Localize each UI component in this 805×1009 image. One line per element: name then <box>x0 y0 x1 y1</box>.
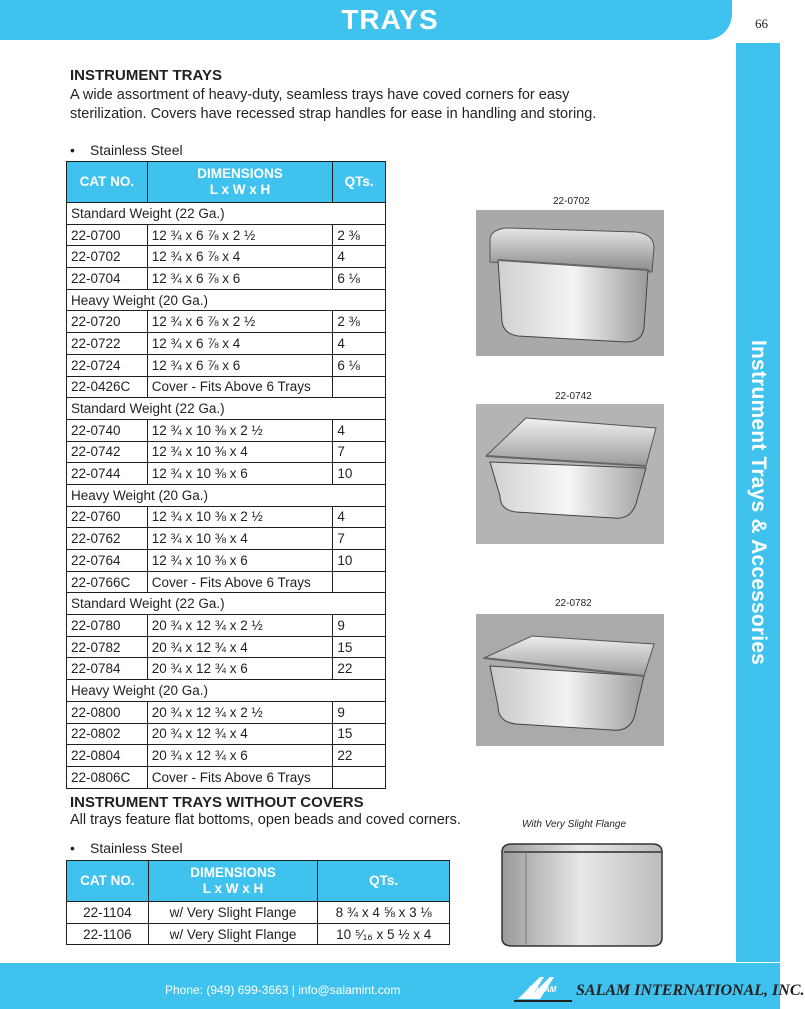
dimensions-cell: 20 ¾ x 12 ¾ x 4 <box>147 636 333 658</box>
header-dimensions <box>148 861 318 902</box>
qts-cell: 10 <box>333 550 386 572</box>
tray-icon <box>486 834 672 952</box>
tray-photo-3 <box>476 614 664 746</box>
qts-cell <box>333 376 386 398</box>
cat-no-cell: 22-0744 <box>67 463 148 485</box>
table-row <box>67 636 386 658</box>
cat-no-cell: 22-0722 <box>67 333 148 355</box>
cat-no-cell: 22-0764 <box>67 550 148 572</box>
side-tab <box>736 43 780 962</box>
cat-no-cell: 22-1106 <box>67 923 149 945</box>
qts-cell <box>333 766 386 788</box>
dimensions-cell: 12 ¾ x 10 ⅜ x 2 ½ <box>147 419 333 441</box>
header-dimensions-line2: L x W x H <box>209 182 271 197</box>
tray-icon <box>476 210 664 356</box>
figure-caption-4: With Very Slight Flange <box>522 819 627 830</box>
dimensions-cell: Cover - Fits Above 6 Trays <box>147 376 333 398</box>
qts-cell: 4 <box>333 419 386 441</box>
group-row <box>67 203 386 225</box>
group-row <box>67 593 386 615</box>
qts-cell <box>333 571 386 593</box>
cat-no-cell: 22-0742 <box>67 441 148 463</box>
table-row <box>67 441 386 463</box>
dimensions-cell: 20 ¾ x 12 ¾ x 2 ½ <box>147 701 333 723</box>
qts-cell: 6 ⅛ <box>333 268 386 290</box>
dimensions-cell: 12 ¾ x 6 ⅞ x 4 <box>147 333 333 355</box>
group-row <box>67 289 386 311</box>
group-label: Heavy Weight (20 Ga.) <box>67 289 386 311</box>
table-row <box>67 902 450 924</box>
description-line-2: sterilization. Covers have recessed strap handles for ease in handling and storing. <box>70 106 597 122</box>
tray-photo-4 <box>486 834 672 952</box>
table-row <box>67 354 386 376</box>
table-row <box>67 923 450 945</box>
qts-cell: 6 ⅛ <box>333 354 386 376</box>
header-qts: QTs. <box>333 162 386 203</box>
footer-contact: Phone: (949) 699-3663 | info@salamint.com <box>165 983 401 997</box>
dimensions-cell: 12 ¾ x 6 ⅞ x 4 <box>147 246 333 268</box>
qts-cell: 8 ¾ x 4 ⅝ x 3 ⅛ <box>318 902 450 924</box>
cat-no-cell: 22-0784 <box>67 658 148 680</box>
table-header-row <box>67 162 386 203</box>
section-description <box>70 86 670 124</box>
group-row <box>67 398 386 420</box>
bullet-label: Stainless Steel <box>90 840 183 856</box>
header-qts: QTs. <box>318 861 450 902</box>
tray-icon <box>476 404 664 544</box>
dimensions-cell: 12 ¾ x 6 ⅞ x 6 <box>147 268 333 290</box>
tray-photo-1 <box>476 210 664 356</box>
table-body <box>67 203 386 789</box>
cat-no-cell: 22-0802 <box>67 723 148 745</box>
header-dimensions <box>147 162 333 203</box>
dimensions-cell: 12 ¾ x 6 ⅞ x 6 <box>147 354 333 376</box>
tray-photo-2 <box>476 404 664 544</box>
qts-cell: 4 <box>333 246 386 268</box>
cat-no-cell: 22-0762 <box>67 528 148 550</box>
qts-cell: 2 ⅜ <box>333 224 386 246</box>
trays-without-covers-table <box>66 860 450 945</box>
dimensions-cell: Cover - Fits Above 6 Trays <box>147 766 333 788</box>
dimensions-cell: 12 ¾ x 6 ⅞ x 2 ½ <box>147 311 333 333</box>
bullet-dot: • <box>70 840 75 856</box>
cat-no-cell: 22-0700 <box>67 224 148 246</box>
logo-mark-text: SALAM <box>528 985 557 994</box>
dimensions-cell: 12 ¾ x 10 ⅜ x 4 <box>147 528 333 550</box>
group-label: Heavy Weight (20 Ga.) <box>67 484 386 506</box>
dimensions-cell: w/ Very Slight Flange <box>148 923 318 945</box>
qts-cell: 10 <box>333 463 386 485</box>
page-title: TRAYS <box>341 4 439 35</box>
table-row <box>67 745 386 767</box>
cat-no-cell: 22-0724 <box>67 354 148 376</box>
cat-no-cell: 22-0702 <box>67 246 148 268</box>
table-row <box>67 333 386 355</box>
cat-no-cell: 22-0704 <box>67 268 148 290</box>
dimensions-cell: Cover - Fits Above 6 Trays <box>147 571 333 593</box>
table-row <box>67 311 386 333</box>
dimensions-cell: w/ Very Slight Flange <box>148 902 318 924</box>
qts-cell: 10 ⁵⁄₁₆ x 5 ½ x 4 <box>318 923 450 945</box>
header-cat-no: CAT NO. <box>67 861 149 902</box>
dimensions-cell: 20 ¾ x 12 ¾ x 2 ½ <box>147 615 333 637</box>
section-title-trays-without-covers: INSTRUMENT TRAYS WITHOUT COVERS <box>70 794 364 811</box>
cat-no-cell: 22-0766C <box>67 571 148 593</box>
table-row <box>67 658 386 680</box>
qts-cell: 22 <box>333 745 386 767</box>
cat-no-cell: 22-1104 <box>67 902 149 924</box>
cat-no-cell: 22-0806C <box>67 766 148 788</box>
cat-no-cell: 22-0760 <box>67 506 148 528</box>
qts-cell: 22 <box>333 658 386 680</box>
section-title-instrument-trays: INSTRUMENT TRAYS <box>70 67 222 84</box>
cat-no-cell: 22-0800 <box>67 701 148 723</box>
group-row <box>67 484 386 506</box>
dimensions-cell: 12 ¾ x 10 ⅜ x 2 ½ <box>147 506 333 528</box>
table-row <box>67 419 386 441</box>
table-row <box>67 506 386 528</box>
group-label: Standard Weight (22 Ga.) <box>67 203 386 225</box>
dimensions-cell: 12 ¾ x 6 ⅞ x 2 ½ <box>147 224 333 246</box>
cat-no-cell: 22-0804 <box>67 745 148 767</box>
group-row <box>67 680 386 702</box>
company-logo <box>514 973 805 1003</box>
table-row <box>67 528 386 550</box>
qts-cell: 4 <box>333 333 386 355</box>
qts-cell: 2 ⅜ <box>333 311 386 333</box>
table-row <box>67 723 386 745</box>
cat-no-cell: 22-0426C <box>67 376 148 398</box>
instrument-trays-table <box>66 161 386 789</box>
table-row <box>67 224 386 246</box>
table-row <box>67 766 386 788</box>
qts-cell: 7 <box>333 441 386 463</box>
table-body <box>67 902 450 945</box>
table-row <box>67 376 386 398</box>
bullet-label: Stainless Steel <box>90 142 183 158</box>
dimensions-cell: 20 ¾ x 12 ¾ x 6 <box>147 658 333 680</box>
dimensions-cell: 20 ¾ x 12 ¾ x 6 <box>147 745 333 767</box>
cat-no-cell: 22-0780 <box>67 615 148 637</box>
qts-cell: 9 <box>333 615 386 637</box>
table-row <box>67 615 386 637</box>
group-label: Standard Weight (22 Ga.) <box>67 398 386 420</box>
material-bullet <box>70 142 183 158</box>
tray-icon <box>476 614 664 746</box>
figure-caption-1: 22-0702 <box>553 196 590 207</box>
group-label: Heavy Weight (20 Ga.) <box>67 680 386 702</box>
description-line-1: A wide assortment of heavy-duty, seamless trays have coved corners for easy <box>70 87 570 103</box>
table-row <box>67 268 386 290</box>
table-row <box>67 550 386 572</box>
table-row <box>67 463 386 485</box>
company-name: SALAM INTERNATIONAL, INC. <box>576 982 805 999</box>
bullet-dot: • <box>70 142 75 158</box>
table-header-row <box>67 861 450 902</box>
table-row <box>67 701 386 723</box>
group-label: Standard Weight (22 Ga.) <box>67 593 386 615</box>
side-tab-label: Instrument Trays & Accessories <box>747 339 770 666</box>
qts-cell: 7 <box>333 528 386 550</box>
qts-cell: 9 <box>333 701 386 723</box>
table-row <box>67 571 386 593</box>
cat-no-cell: 22-0782 <box>67 636 148 658</box>
header-dimensions-line1: DIMENSIONS <box>190 865 276 880</box>
header-dimensions-line1: DIMENSIONS <box>197 166 283 181</box>
dimensions-cell: 12 ¾ x 10 ⅜ x 6 <box>147 550 333 572</box>
figure-caption-3: 22-0782 <box>555 598 592 609</box>
dimensions-cell: 12 ¾ x 10 ⅜ x 4 <box>147 441 333 463</box>
qts-cell: 15 <box>333 636 386 658</box>
section2-description: All trays feature flat bottoms, open beads and coved corners. <box>70 812 461 828</box>
dimensions-cell: 12 ¾ x 10 ⅜ x 6 <box>147 463 333 485</box>
cat-no-cell: 22-0740 <box>67 419 148 441</box>
qts-cell: 15 <box>333 723 386 745</box>
header-dimensions-line2: L x W x H <box>202 881 264 896</box>
cat-no-cell: 22-0720 <box>67 311 148 333</box>
page-number: 66 <box>755 16 768 31</box>
table-row <box>67 246 386 268</box>
dimensions-cell: 20 ¾ x 12 ¾ x 4 <box>147 723 333 745</box>
qts-cell: 4 <box>333 506 386 528</box>
figure-caption-2: 22-0742 <box>555 391 592 402</box>
material-bullet-2 <box>70 840 183 856</box>
header-cat-no: CAT NO. <box>67 162 148 203</box>
